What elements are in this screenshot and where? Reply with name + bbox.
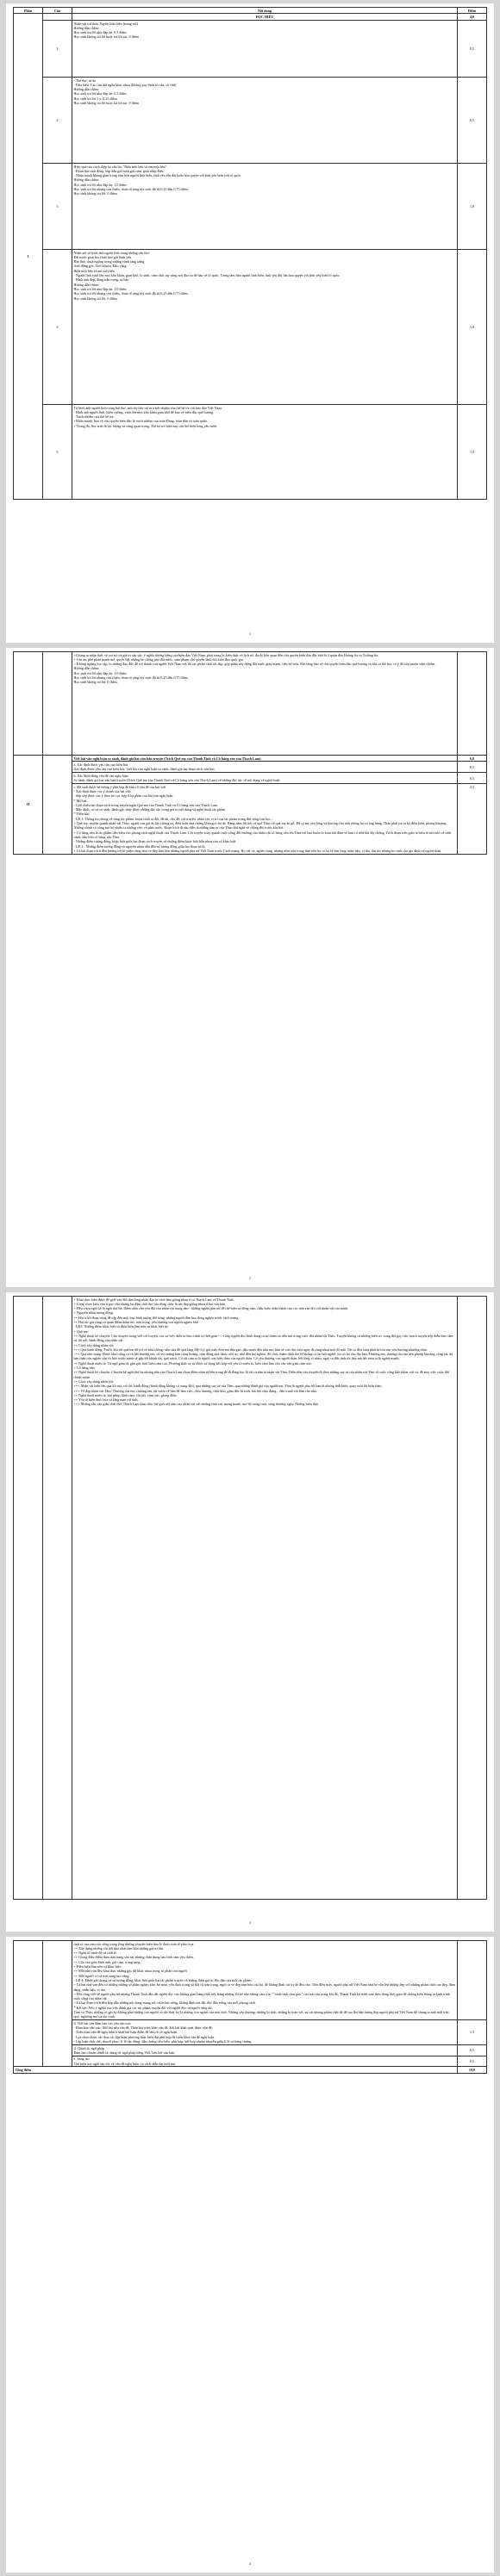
criterion-e: e. Sáng tạo Thể hiện suy nghĩ sâu sắc về vấn đề nghị luận; có cách diễn đạt mới mẻ.	[72, 2056, 458, 2067]
criterion-a: a. Xác định được yêu cầu của kiểu bài Xác định được yêu cầu của kiểu bài: Viết bài văn nghị luận so sánh, đánh giá hai đoạn trích văn học.	[72, 762, 458, 773]
table-row	[14, 404, 487, 499]
answer-content: Từ hình ảnh người lính trong bài thơ, anh chị hãy rút ra trách nhiệm của thế hệ trẻ với bảo đảo Việt Nam: - Hình ảnh người lính: Kiên cường, vượt lên mọi khó khăn gian khổ để bảo vệ biển đảo quê hương. - Trách nhiệm của thế hệ trẻ: +Nhấn mạnh, bảo vệ chủ quyền biển đảo là trách nhiệm của toàn Đảng, toàn dân và toàn quân. + Trong đó, học sinh là lực lượng và cũng quan trọng. Thế hệ trẻ hiện nay cần thể hiện lòng yêu nước	[72, 404, 458, 499]
criterion-a-score: 0,5	[458, 762, 487, 773]
table-row	[14, 2044, 487, 2056]
page-number: 1	[248, 632, 252, 636]
doc-hieu-score: 4,0	[458, 14, 487, 20]
table-row	[14, 77, 487, 163]
table-row	[14, 163, 487, 249]
page-number: 3	[248, 1920, 252, 1925]
table-row	[14, 2056, 487, 2067]
total-row	[14, 2067, 487, 2073]
criterion-d-score: 1,5	[458, 2020, 487, 2045]
answer-content: - Thể thơ: tự do - Dấu hiệu: Các câu dài ngắn khác nhau (không quy định số câu, số chữ) Hướng dẫn chấm: Học sinh trả lời như đáp án: 0,5 điểm Học sinh trả lời 1 ý: 0,25 điểm Học sinh không trả lời hoặc trả lời sai: 0 điểm	[72, 77, 458, 163]
table-row	[14, 249, 487, 404]
answer-table-part-3	[13, 1296, 487, 1900]
criterion-dd-score: 0,5	[458, 2044, 487, 2056]
criterion-c-score: 2,5	[458, 784, 487, 855]
header-phan: Phần	[14, 8, 43, 14]
criterion-c: c. Đề xuất được hệ thống ý phù hợp để làm rõ vấn đề của bài viết - Xác định được các ý chính của bài viết - Sắp xếp được các ý theo bố cục hợp lí ba phần của bài văn nghị luận. * Mở bài: - Giới thiệu hai đoạn trích trong truyện ngắn Quê mẹ của Thanh Tịnh và Cô hàng xén của Thạch Lam. - Mặc định, cơ sở so sánh, đánh giá: thấy được những đặc sắc trong giá trị nội dung và nghệ thuật tác phẩm * Thân bài: - LĐ 1: Thông tin chung về từng tác phẩm: hoàn cảnh ra đời, đề tài, chủ đề, cốt truyện, nhân vật, vị trí của tác phẩm trong đời sống văn học... + Quê mẹ: truyện quanh nhân vật Thảo, người con gái ấy lấy chồng xa, điều kiện nhà chồng khôngcó dư dả. Hàng năm lời tiết cứ quê Thảo về quê mẹ ăn gỗ. Để cả mẹ yêu lòng và thương cho nhà chồng lại có ông hàng. Thảo phải trả ra bỏ điều kiện, phòng khoảng. Những chính cô cũng mơ hồ nhiều ta những việc và phải trước. Đoạn trích đi sâu diễn tả những tâm tư của Thảo khi nghĩ về chàng đối trước khi hồi. + Cô hàng xén là tác phẩm tiêu biểu cho phong cách nghệ thuật của Thạch Lam. Cốt truyện xoay quanh cuộc sống đời thường của nhân vật cô hàng xén tên Tâm với bao buồn lo toan khi đảm về làm có tiền khi lấy chồng. Trích đoạn trên giáo tả biểu tô nét tươi vê tình cảnh, tâm hồn cô hàng xén Tâm. - Những điểm tương đồng, khác biệt giữa hai đoạn trích truyện về những điểm khác biệt hỗn nhau của cô khác biệt - LĐ 2 : Những điểm tương đồng và nguyên nhân dẫn đến sự tương đồng giữa hai đoạn trích: + Cả hai đoạn trích đều hướng tới số phận cũng như vẻ đẹp tâm hồn những người phụ nữ Việt Nam trước Cách mạng. Họ vất vả, nghèo túng, nhưng nhìn sâu trong tâm hồn họ có lại là tâm lòng nhân hậu, vị tha, tần tảo nhưng bỏ sinh cho gia đình và người thân.	[72, 784, 458, 855]
section-number: I	[14, 14, 43, 499]
answer-table-part-2	[13, 651, 487, 855]
criterion-dd: đ. Chính tả, ngữ pháp Đảm bảo chuẩn chính tả, dùng từ, ngữ pháp tiếng Việt, liên kết văn bản.	[72, 2044, 458, 2056]
criterion-d: d. Viết bài văn đảm bảo các yêu cầu sau: - Đảm bảo cấu trúc: Mở bài nêu vấn đề, Thân bài triển khai vấn đề, Kết bài khái quát được vấn đề. - Triển khai vấn đề nghị luận ít nhất hai luận điểm để làm rõ về nghị luận. - Lựa chọn được các thao tác lập luận, phương thức biểu đạt phù hợp để triển khai vấn đề nghị luận. - Lập luận chặt chẽ, thuyết phục; lí lẽ xác đáng; dẫn chứng tiêu biểu, phù hợp; kết hợp nhuần nhuyễn giữa lí lẽ và bằng chứng.	[72, 2020, 458, 2045]
total-label: Tổng điểm	[14, 2067, 458, 2073]
table-row	[14, 756, 487, 762]
question-number: 2	[43, 77, 72, 163]
writing-task-title: Viết bài văn nghị luận so sánh, đánh giá hai văn bản truyện (Trích Quê mẹ của Thanh Tịnh và Cô hàng xén của Thạch Lam).	[72, 756, 458, 762]
answer-content: + Khai thác hiện được để giới vào đời tâm lòng nhân đạo là cách làm giống nhau ở cả Thạch Lam và Thanh Tịnh. + Cùng chọn kiểu văn ít gay cấn nhưng lại đậm chất thơ tựa dòng chảy là nét đẹp giống nhau ở hai văn bản. + Đều chọn ngôi kể là ngôi thứ ba, điểm nhìn chủ yếu đặt vào nhân vật trung tâm - những người phụ nữ để thể hiện sự đồng cảm, thấu hiểu chân thành của các nhà văn đối với nhân vật của mình. + Nguyên nhân tương đồng: ++ Hai trích đoạn cùng đề cập đến một loại hình tượng đời sống: những người đàn bao đóng nghèo trước cách mạng ++ Hai tác giả cùng có quan điểm thẩm mĩ: trân trọng, yêu thương con người nghèo khổ - LĐ3: Những điểm khác biệt và điều kiện làm nên sự khác biệt ấy: + Quê mẹ: ++ Nghệ thuật kể chuyện: Câu chuyện trong viết cốt truyện, các sự việc diễn ra theo trình tự thời gian --> Giúp người đọc hình dung ra sự thăm và tiễn trải trong cuộc đời nhân vật Thảo. Truyện không có những biến cố, xung đột gay cấn, mạch truyện tiếp diễn theo tâm tư, tội nỗi, hành động của nhân vật. ++ Cách xây dựng nhân vật: +++ Qua hành động: Trước khi rời quê mẹ để trở về nhà chồng: sắm sửa đồ quà làng Mỹ-Lý; gói mấy đơn em dấu gạo, dấu muối đến nhà mẹ; làm sẽ còn cho một ngày đi cùng nhau một đi mắt. Tất cả đều xuất phát từ trái tim yêu thương nhường nhịn. +++ Qua tâm trạng: Được khơi rộng cả và hết thương em, cô vui mừng làm công hoàng, cảm động quá, khóc ướt ao, nhớ đến mẹ nghèo, đồ chơi, thăm dinh thơ lệ không có lại bời người, bỏ có lại cho địa bản, Thương em, thương cha mẹ nên phòng khoảng, rộng rãi, dù bản thân còn nghèo sẵn và biết trước mình sẽ gặp lời khinh thị, quở trách. Cô tất cảm ta là người con hiếu thảo của người thân. Cô yêu thương con người thân, hết lòng vì nhau, ngợi ca đức tính tốt đẹp mà hết xem ta là người mạnh. ++ Nghệ thuật miêu tả: Từ ngữ giản dị, gần gũi, tính biểu cảm cao. Phương thức tự sự được sử dụng kết hợp với yếu tố miêu tả, biểu cảm làm cho câu văn giàu cảm xúc. + Cô hàng xén: ++ Nghệ thuật kể chuyện: Chuyện kể ngôi thứ ba nhưng nhà văn Thạch Lam chọn điểm nhìn từ bên trong để đi đáng bọc lộ tất cả tâm tư nhân vật Tâm. Diễn tiến câu chuyện đi theo những suy tư của nhân vật Tâm về cuộc sống khó khăn, vất vả, để mọi việc cuộc đời chính mình. ++ Cách xây dựng nhân vật: +++ Nhân vật hiện lên qua lời nói, cử chỉ, hành động (hành động không có xung đột), qua những suy tư của Tâm, qua những đánh giá của người mẹ. Tâm là người phụ nữ lam lũ nhưng tình hình, quay một lời hiếu thảo. +++ Về đẹp nhân vật Tâm: Thương cha mẹ, thương em, tất vươn về hèn để làm việc, chịu thương, chịu khó, giàu đức hi sinh, bất bật chịu đựng... đấu tranh vất lắm cho nhà. ++ Nghệ thuật miêu tả: bút pháp, lãnh cảm, chi tiết, cảm xúc, giọng điệu: ++ Yếu tố hiện thực hóa và lãng mạn trữ tình. +++ Những câu văn giàu chất thơ: Thạch Lam khai thác thế giới nội tâm của nhân vật với những cảm xúc mong manh, mơ hồ trong cuộc sống thường ngày. Những biến thái	[72, 1297, 458, 1900]
total-score: 10,0	[458, 2067, 487, 2073]
answer-table-part-4	[13, 1940, 487, 2074]
table-row	[14, 1941, 487, 2020]
question-number: 5	[43, 404, 72, 499]
doc-hieu-row	[14, 14, 487, 20]
question-score: 0,5	[458, 77, 487, 163]
question-number: 4	[43, 249, 72, 404]
answer-content: Hiệu quả của cách điệp lại cấu lúc "Biển một bên và em một bên": - Đoạn thơ sinh động, hấp dẫn gợi hình gợi cảm, giàu nhịp điệu. - Nhấn mạnh không gian trong tâm hồn người lính biên, tình yêu lớn đối luôn hòa quyện với tình yêu biển trời tổ quốc. Hướng dẫn chấm: Học sinh trả lời như đáp án: 1,0 điểm Học sinh trả lời nhưng còn thiếu, chưa rõ ràng tùy mức độ từ 0,25 đến 0,75 điểm. Học sinh không trả lời: 0 điểm.	[72, 163, 458, 249]
question-number: 1	[43, 20, 72, 77]
page-2	[6, 648, 494, 1287]
question-number: 3	[43, 163, 72, 249]
answer-content: tinh vi của cảm xúc sống trong lòng những chuyện biến tâm lý được tinh tế phác họa. ++ Xây dựng những chi tiết nhỏ nhặt tâm hồn những giá trị lớn. ++ Ngôn từ trình độ và tinh tế. ++ Giọng điệu điềm đạm tâm trạng sâu sắc những chân dung bao tình cảm yêu thiên. ++ Cầu văn giàu hình ảnh, gợi cảm, trong sáng.... + Điều kiện làm nên sự khác biệt: ++ Mỗi nhà văn đều khai thác những góc độ khác nhau trong số phận con người ++ Mỗi người có cá tính sáng tạo riêng - LĐ 4: Đánh giá chung về sự tương đồng, khác biệt giữa hai tác phẩm truyện và khẳng định giá trị độc đáo của mỗi tác phẩm: + Cả hai nhà văn đều có những những số phận nghèo khó, bé mọn, yêu đuối trong xã hội cũ trân trọng, ngợi ca vẻ đẹp tâm hồn của họ, để khẳng định cái trị đó đều cho. Tiêu điều mấy, người phụ nữ Việt Nam như bé vân lên những đẹp với những phẩm chất cao đẹp, đảm đang, nhẫn hậu, vị tha. + Đối cùng viết về người phụ nữ nhưng Thanh Tịnh dẫn dắt người đọc vào không gian bàng tĩnh tiết, bằng những lối kể nhẹ nhàng cảm xúc ""canh tình cảm giác" của trái tim trong khi đó, Thanh Tịnh lại miệt mài theo dòng thời gian để chứng kiến thăng ra lạnh trình cuộc sống của nhân vật. + Cả hai đoạn trích đều hấp dẫn những nội dung mang sức cuốn hút riêng, khẳng định nét đặc độc đáo riêng của mỗi phong cách. * Kết bài: Nêu ý nghĩa của việc đánh giá các tác phẩm truyện đối với người đọc và người sáng tác. Tâm và Thảo, những cô gái ấy không phải những con người có sắc thái, họ là những con người của một thời. Những yêu thương; những hi sinh, những lo toan với, sự cái nhưng phẩm chất đó để tạo lên hẳn tượng đẹp người phụ nữ Việt Nam để chúng ta mãi mãi trân quý, nghiêng mở và tôn vinh.	[72, 1941, 458, 2020]
table-row	[14, 1297, 487, 1900]
header-diem: Điểm	[458, 8, 487, 14]
table-row	[14, 652, 487, 756]
answer-content: Nhân vật trữ tình: Người lính biên (trung sửi) Hướng dẫn chấm: Học sinh trả lời như đáp án: 0,5 điểm Học sinh không trả lời hoặc trả lời sai: 0 điểm	[72, 20, 458, 77]
writing-task-score: 6,0	[458, 756, 487, 762]
table-row	[14, 2020, 487, 2045]
page-1	[6, 3, 494, 643]
question-score: 1,0	[458, 404, 487, 499]
page-number: 2	[248, 1276, 252, 1280]
header-cau: Câu	[43, 8, 72, 14]
table-row	[14, 20, 487, 77]
criterion-e-score: 0,5	[458, 2056, 487, 2067]
table-header-row	[14, 8, 487, 14]
answer-content: +Chúng ta nhận thức về vai trò và giá trị sâu sắc, ý nghĩa thiêng liêng của biển đảo Việt Nam, phải trang bị kiến thức về lịch sử, địa lý liên quan đến chủ quyền biển đảo đặc biệt là 2 quần đảo Hoàng Sa và Trường Sa. + Lên án, phê phán mạnh mẽ, quyết liệt những kẻ chống phá đất nước, xâm phạm chủ quyền lãnh thổ biển đảo quốc gia. + Không ngừng học tập, tu dưỡng đạo đức để trở thành con người Việt Nam với đủ các phẩm chất tốt đẹp, góp phần xây dựng đất nước giàu mạnh, tiến bộ hơn. Sẵn sàng bảo vệ chủ quyền biển đảo quê hương và khi có thể học có ý đồ xấu muốn xâm chiếm. Hướng dẫn chấm: Học sinh trả lời như đáp án: 1,0 điểm Học sinh trả lời nhưng còn thiếu, chưa rõ ràng tùy mức độ từ 0,25 đến 0,75 điểm. Học sinh không trả lời: 0 điểm.	[72, 652, 458, 756]
doc-hieu-label: ĐỌC HIỂU	[72, 14, 458, 20]
table-row	[14, 773, 487, 784]
section-number: II	[14, 756, 43, 855]
header-noi-dung: Nội dung	[72, 8, 458, 14]
question-score: 1,0	[458, 249, 487, 404]
answer-content: Nhận xét về hình ảnh người lính trong những câu thơ: Đất nước gian lao chưa bao giờ bình yên Bão thổi chưa ngừng trong những vành tang trắng Anh đứng gác. Trời khuya. Đảo vắng Biển một bên và em một bên - Người lính vượt lên mọi khó khăn, gian khổ, lo sinh, cảm chấc tay súng nơi đảo xa để bảo vệ tổ quốc. Trong tâm hồn người lính biển, tình yêu đôi lứa hòa quyện với tình yêu biển tổ quốc. - Hình ảnh đẹp, đáng trân trọng, tự hào. Hướng dẫn chấm: Học sinh trả lời như đáp án: 1,0 điểm Học sinh trả lời nhưng còn thiếu, chưa rõ ràng tùy mức độ từ 0,25 đến 0,75 điểm. Học sinh không trả lời: 0 điểm.	[72, 249, 458, 404]
table-row	[14, 784, 487, 855]
criterion-b-score: 0,5	[458, 773, 487, 784]
question-score: 0,5	[458, 20, 487, 77]
page-3	[6, 1292, 494, 1932]
answer-table-part-1	[13, 7, 487, 500]
page-number: 4	[248, 2561, 252, 2566]
criterion-b: b. Xác định đúng vấn đề cần nghị luận So sánh, đánh giá hai văn bản truyện (Trích Quê mẹ của Thanh Tịnh và Cô hàng xén của Thạch Lam) về những đặc sắc về nội dung và nghệ thuật	[72, 773, 458, 784]
table-row	[14, 762, 487, 773]
page-4	[6, 1937, 494, 2573]
question-score: 1,0	[458, 163, 487, 249]
